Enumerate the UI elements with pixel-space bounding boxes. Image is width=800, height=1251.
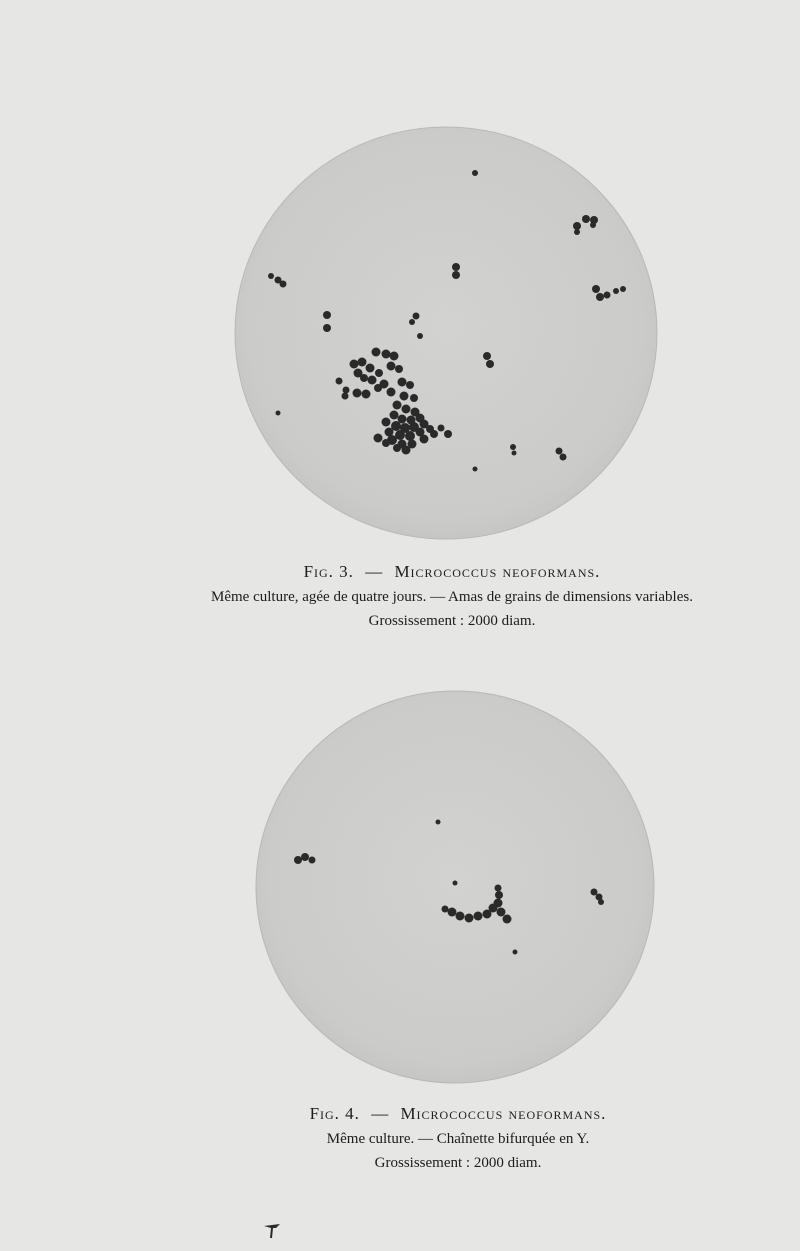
figure-4-magnification: Grossissement : 2000 diam. <box>374 1155 542 1171</box>
figure-3-description: Même culture, agée de quatre jours. — Amas de grains de dimensions variables. <box>211 589 693 605</box>
figure-3-title: Micrococcus neoformans. <box>394 562 601 581</box>
figure-4-heading: Fig. 4. — Micrococcus neoformans. <box>309 1104 607 1123</box>
figure-4-description: Même culture. — Chaînette bifurquée en Y. <box>326 1131 590 1147</box>
figure-3-magnification: Grossissement : 2000 diam. <box>368 613 536 629</box>
micrograph-figure-3 <box>234 126 658 540</box>
figure-3-caption <box>52 562 800 630</box>
figure-3-label: Fig. 3. <box>303 562 354 581</box>
microscope-field <box>235 127 657 539</box>
micrograph-figure-4 <box>255 690 655 1084</box>
microscope-field <box>256 691 654 1083</box>
figure-3-heading: Fig. 3. — Micrococcus neoformans. <box>303 562 601 581</box>
figure-4-caption <box>58 1104 800 1172</box>
figure-4-title: Micrococcus neoformans. <box>400 1104 607 1123</box>
ink-mark-icon <box>262 1220 282 1240</box>
figure-4-label: Fig. 4. <box>309 1104 360 1123</box>
